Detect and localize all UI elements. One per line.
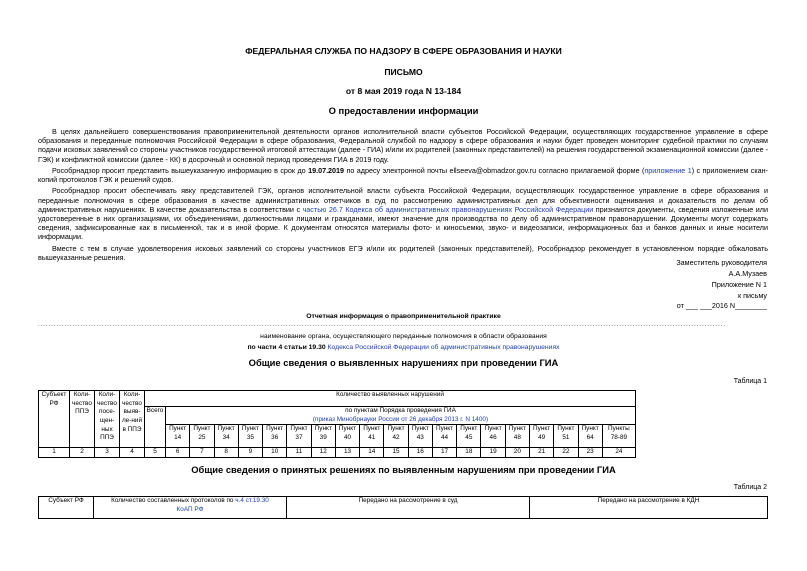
column-number-cell: 16 — [408, 448, 432, 458]
fill-line: .................................................................................................................................................................................................................................................................. — [38, 322, 727, 328]
point-header-cell: Пункт 42 — [384, 425, 408, 448]
column-number-cell: 24 — [602, 448, 635, 458]
column-number-cell: 21 — [529, 448, 553, 458]
col-visited-ppe: Коли-чество посе-щен-ных ППЭ — [95, 391, 120, 448]
col-detected: Коли-чество выяв-ле-ний в ППЭ — [120, 391, 145, 448]
point-header-cell: Пункт 35 — [238, 425, 262, 448]
column-number-cell: 19 — [481, 448, 505, 458]
point-header-cell: Пункт 64 — [578, 425, 602, 448]
column-number-cell: 18 — [457, 448, 481, 458]
paragraph-1: В целях дальнейшего совершенствования правоприменительной деятельности органов исполнительной власти субъектов Российской Федерации, осуществляющих государственное управление в сфере образования и переданные полномочия Российской Федерации в сфере образования, Федеральной службой по надзору в сфере образования и науки будет проведен мониторинг судебной практики по случаям подачи исковых заявлений со стороны участников государственной итоговой аттестации (далее - ГИА) и/или их родителей (законных представителей) на решения государственной экзаменационной комиссии (далее - ГЭК) и конфликтной комиссии (далее - КК) в досрочный и основной период проведения ГИА в 2019 году. — [38, 127, 768, 164]
appendix-1-link[interactable]: приложение 1 — [644, 165, 692, 175]
table-2-label: Таблица 2 — [733, 484, 767, 491]
appendix-date-line: от ___ ___2016 N________ — [676, 301, 767, 310]
col-protocols — [94, 497, 287, 519]
table-1-label: Таблица 1 — [733, 378, 767, 385]
column-number-cell: 8 — [214, 448, 238, 458]
column-number-cell: 9 — [238, 448, 262, 458]
section-1-title: Общие сведения о выявленных нарушениях при проведении ГИА — [248, 357, 559, 368]
paragraph-2-text-a: Рособрнадзор просит представить вышеуказанную информацию в срок до — [52, 165, 309, 175]
column-number-cell: 22 — [554, 448, 578, 458]
point-header-cell: Пункт 14 — [166, 425, 190, 448]
decisions-table — [38, 496, 768, 519]
column-number-cell: 4 — [120, 448, 145, 458]
point-header-cell: Пункт 49 — [529, 425, 553, 448]
column-number-cell: 12 — [311, 448, 335, 458]
document-type: ПИСЬМО — [384, 67, 423, 77]
col-kdn: Передано на рассмотрение в КДН — [530, 497, 768, 519]
point-header-cell: Пункт 44 — [432, 425, 456, 448]
col-court: Передано на рассмотрение в суд — [287, 497, 530, 519]
col-ppe: Коли-чество ППЭ — [70, 391, 95, 448]
column-number-cell: 10 — [263, 448, 287, 458]
point-header-cell: Пункт 39 — [311, 425, 335, 448]
org-caption: наименование органа, осуществляющего переданные полномочия в области образования — [260, 333, 547, 340]
koap-article-link[interactable]: частью 26.7 Кодекса об административных правонарушениях Российской Федерации — [302, 204, 594, 214]
koap-link[interactable]: Кодекса Российской Федерации об административных правонарушениях — [327, 344, 560, 351]
paragraph-2-text-c: ) с приложением скан-копий протоколов ГЭК и решений судов. — [38, 165, 768, 185]
column-number-cell: 3 — [95, 448, 120, 458]
col-subject: Субъект РФ — [39, 391, 70, 448]
column-number-cell: 1 — [39, 448, 70, 458]
column-number-cell: 5 — [145, 448, 166, 458]
protocols-koap-link[interactable]: КоАП РФ — [176, 505, 204, 513]
paragraph-3 — [38, 186, 768, 241]
legal-basis-text: по части 4 статьи 19.30 — [247, 344, 328, 351]
letter-body — [38, 127, 768, 264]
signature-name: А.А.Музаев — [728, 269, 767, 278]
point-header-cell: Пункт 34 — [214, 425, 238, 448]
document-subject: О предоставлении информации — [328, 105, 479, 116]
point-header-cell: Пункт 51 — [554, 425, 578, 448]
column-number-cell: 17 — [432, 448, 456, 458]
point-header-cell: Пункт 46 — [481, 425, 505, 448]
paragraph-2 — [38, 166, 768, 184]
protocols-label: Количество составленных протоколов по — [111, 497, 236, 504]
column-numbers-row — [39, 448, 636, 458]
deadline-date: 19.07.2019 — [308, 165, 345, 175]
col-total: Всего — [145, 407, 166, 448]
agency-name: ФЕДЕРАЛЬНАЯ СЛУЖБА ПО НАДЗОРУ В СФЕРЕ ОБРАЗОВАНИЯ И НАУКИ — [245, 46, 562, 56]
point-header-cell: Пункт 41 — [360, 425, 384, 448]
column-number-cell: 6 — [166, 448, 190, 458]
col-subject-rf: Субъект РФ — [39, 497, 94, 519]
point-header-cell: Пункт 43 — [408, 425, 432, 448]
column-number-cell: 11 — [287, 448, 311, 458]
violations-table — [38, 390, 636, 458]
point-header-cell: Пункт 36 — [263, 425, 287, 448]
point-header-cell: Пункт 45 — [457, 425, 481, 448]
column-number-cell: 13 — [335, 448, 359, 458]
document-date-number: от 8 мая 2019 года N 13-184 — [345, 86, 462, 96]
point-header-cell: Пункт 40 — [335, 425, 359, 448]
column-number-cell: 7 — [190, 448, 214, 458]
paragraph-4: Вместе с тем в случае удовлетворения исковых заявлений со стороны участников ЕГЭ и/или их родителей (законных представителей), Рособрнадзор рекомендует в установленном порядке обжаловать вышеуказанные решения. — [38, 243, 768, 262]
appendix-to-letter: к письму — [737, 291, 767, 300]
report-title: Отчетная информация о правоприменительной практике — [306, 313, 501, 320]
appendix-label: Приложение N 1 — [711, 280, 767, 289]
paragraph-3-text-b: признаются документы, сведения изложенные или удостоверенные в них организациями, их объединениями, должностными лицами и гражданами, имеют значение для производства по делу об административном правонарушении. Документы могут содержать сведения, зафиксированные как в письменной, так и в иной форме. К документам относятся материалы фото- и киносъемки, звуко- и видеозаписи, информационных баз и банков данных и иные носители информации. — [38, 204, 769, 242]
col-violations-group: Количество выявленных нарушений — [145, 391, 636, 407]
order-link[interactable]: (приказ Минобрнауки России от 26 декабря 2013 г. N 1400) — [312, 415, 489, 423]
legal-basis — [0, 344, 807, 353]
point-header-cell: Пункты 78-89 — [602, 425, 635, 448]
point-header-cell: Пункт 37 — [287, 425, 311, 448]
column-number-cell: 15 — [384, 448, 408, 458]
column-number-cell: 14 — [360, 448, 384, 458]
point-header-cell: Пункт 25 — [190, 425, 214, 448]
section-2-title: Общие сведения о принятых решениях по выявленным нарушениям при проведении ГИА — [191, 464, 616, 475]
col-points-group — [166, 407, 636, 425]
point-header-cell: Пункт 48 — [505, 425, 529, 448]
column-number-cell: 20 — [505, 448, 529, 458]
points-group-label: по пунктам Порядка проведения ГИА — [345, 407, 456, 414]
signature-position: Заместитель руководителя — [676, 258, 767, 267]
paragraph-2-text-b: по адресу электронной почты ellseeva@obmadzor.gov.ru согласно прилагаемой форме ( — [344, 165, 645, 175]
column-number-cell: 23 — [578, 448, 602, 458]
protocols-article-link[interactable]: ч.4 ст.19.30 — [235, 497, 269, 504]
column-number-cell: 2 — [70, 448, 95, 458]
paragraph-3-text-a: Рособрнадзор просит обеспечивать явку представителей ГЭК, органов исполнительной власти субъекта Российской Федерации, осуществляющих государственное управление в сфере образования и переданные полномочия в сфере образования в качестве административных ответчиков в суд по рассмотрению административных дел для объективности оценивания и доказательств по делам об административных нарушениях. В качестве доказательства в соответствии с — [38, 186, 768, 214]
